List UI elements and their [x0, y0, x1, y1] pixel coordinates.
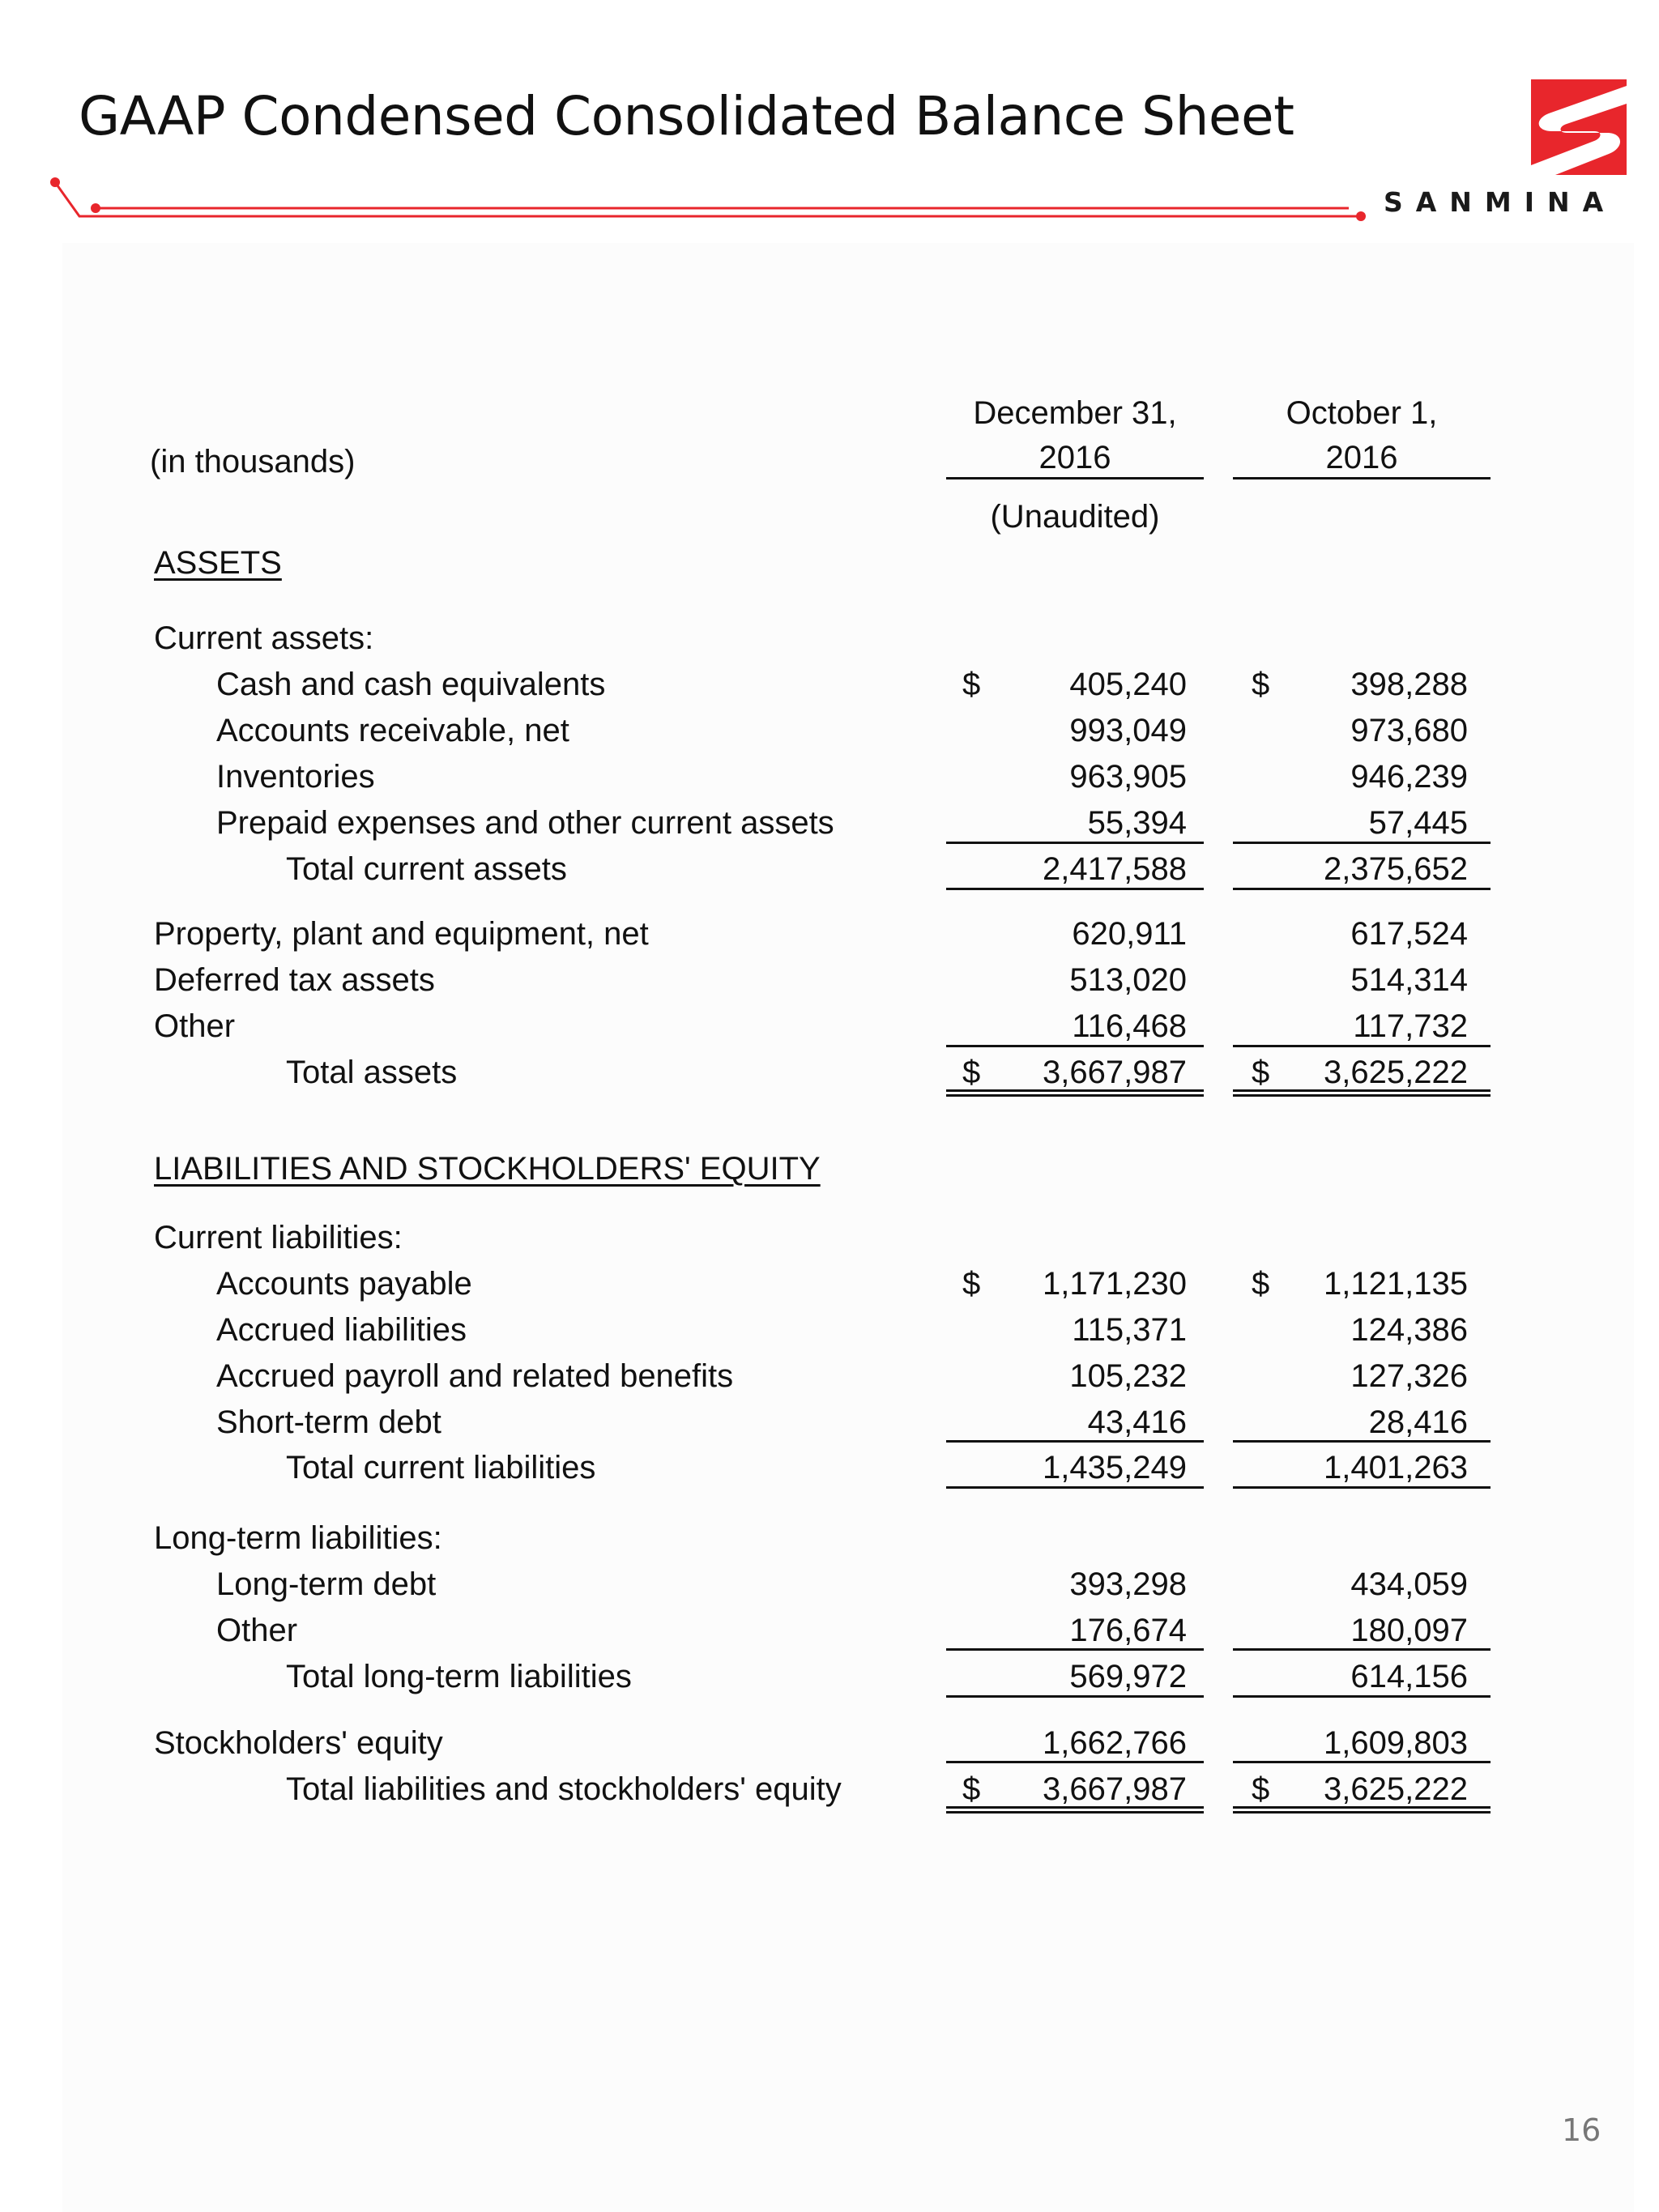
total-value-col2: 1,401,263: [1324, 1450, 1468, 1485]
row-value-col1: 993,049: [1069, 713, 1187, 748]
row-value-col2: 617,524: [1350, 916, 1468, 952]
total-rule: [946, 1695, 1204, 1698]
page-number: 16: [1562, 2112, 1601, 2148]
row-label: Short-term debt: [216, 1404, 441, 1440]
total-rule: [1233, 1486, 1491, 1489]
row-value-col1: 1,662,766: [1043, 1725, 1187, 1761]
total-label: Total current liabilities: [286, 1450, 596, 1485]
subtotal-rule: [1233, 1761, 1491, 1763]
subtotal-rule: [1233, 1045, 1491, 1047]
row-value-col2: 28,416: [1368, 1404, 1468, 1440]
row-value-col2: 434,059: [1350, 1566, 1468, 1602]
total-rule: [946, 888, 1204, 890]
page-title: GAAP Condensed Consolidated Balance Sheet: [79, 85, 1294, 147]
liabilities-equity-heading: LIABILITIES AND STOCKHOLDERS' EQUITY: [154, 1151, 821, 1187]
row-value-col1: 115,371: [1072, 1312, 1187, 1348]
row-value-col1: 393,298: [1069, 1566, 1187, 1602]
subtotal-rule: [946, 842, 1204, 844]
currency-symbol: $: [962, 667, 981, 702]
total-value-col1: 1,435,249: [1043, 1450, 1187, 1485]
total-label: Total assets: [286, 1055, 458, 1090]
currency-symbol: $: [962, 1771, 981, 1807]
col1-header-line1: December 31,: [973, 395, 1177, 431]
currency-symbol: $: [1252, 1771, 1270, 1807]
row-value-col2: 127,326: [1350, 1358, 1468, 1394]
row-label: Inventories: [216, 759, 375, 795]
row-label: Accrued payroll and related benefits: [216, 1358, 734, 1394]
subtotal-rule: [1233, 1440, 1491, 1443]
grand-total-double-rule: [1233, 1806, 1491, 1813]
total-value-col1: 3,667,987: [1043, 1771, 1187, 1807]
row-label: Other: [154, 1008, 236, 1044]
row-value-col1: 43,416: [1087, 1404, 1187, 1440]
row-value-col1: 405,240: [1069, 667, 1187, 702]
grand-total-double-rule: [1233, 1089, 1491, 1097]
currency-symbol: $: [962, 1266, 981, 1302]
total-value-col2: 3,625,222: [1324, 1055, 1468, 1090]
currency-symbol: $: [962, 1055, 981, 1090]
subtotal-rule: [1233, 1648, 1491, 1651]
row-value-col1: 963,905: [1069, 759, 1187, 795]
subtotal-rule: [946, 1761, 1204, 1763]
grand-total-double-rule: [946, 1806, 1204, 1813]
row-label: Accrued liabilities: [216, 1312, 467, 1348]
col2-header-line2: 2016: [1325, 440, 1398, 475]
row-label: Stockholders' equity: [154, 1725, 443, 1761]
row-value-col2: 180,097: [1350, 1613, 1468, 1648]
row-value-col2: 1,609,803: [1324, 1725, 1468, 1761]
row-label: Accounts payable: [216, 1266, 472, 1302]
total-label: Total current assets: [286, 851, 567, 887]
col2-header-underline: [1233, 477, 1491, 479]
row-value-col2: 117,732: [1353, 1008, 1468, 1044]
units-label: (in thousands): [150, 444, 356, 479]
row-value-col2: 124,386: [1350, 1312, 1468, 1348]
subtotal-rule: [946, 1045, 1204, 1047]
row-label: Prepaid expenses and other current assets: [216, 805, 834, 841]
long-term-liabilities-label: Long-term liabilities:: [154, 1520, 442, 1556]
currency-symbol: $: [1252, 1055, 1270, 1090]
col2-header-line1: October 1,: [1286, 395, 1438, 431]
total-value-col2: 2,375,652: [1324, 851, 1468, 887]
subtotal-rule: [946, 1440, 1204, 1443]
total-rule: [1233, 888, 1491, 890]
total-value-col2: 614,156: [1350, 1659, 1468, 1694]
subtotal-rule: [946, 1648, 1204, 1651]
total-value-col2: 3,625,222: [1324, 1771, 1468, 1807]
col1-header-underline: [946, 477, 1204, 479]
subtotal-rule: [1233, 842, 1491, 844]
row-label: Property, plant and equipment, net: [154, 916, 649, 952]
row-value-col2: 946,239: [1350, 759, 1468, 795]
row-label: Cash and cash equivalents: [216, 667, 606, 702]
header-rule: [0, 162, 1393, 235]
total-value-col1: 3,667,987: [1043, 1055, 1187, 1090]
row-value-col2: 398,288: [1350, 667, 1468, 702]
sanmina-logo-icon: [1531, 79, 1627, 175]
row-value-col1: 1,171,230: [1043, 1266, 1187, 1302]
total-label: Total liabilities and stockholders' equity: [286, 1771, 842, 1807]
total-value-col1: 569,972: [1069, 1659, 1187, 1694]
row-value-col1: 620,911: [1072, 916, 1187, 952]
row-value-col1: 513,020: [1069, 962, 1187, 998]
brand-name: SANMINA: [1384, 186, 1617, 218]
currency-symbol: $: [1252, 1266, 1270, 1302]
total-value-col1: 2,417,588: [1043, 851, 1187, 887]
current-liabilities-label: Current liabilities:: [154, 1220, 403, 1255]
total-rule: [1233, 1695, 1491, 1698]
total-label: Total long-term liabilities: [286, 1659, 632, 1694]
total-rule: [946, 1486, 1204, 1489]
row-label: Deferred tax assets: [154, 962, 435, 998]
grand-total-double-rule: [946, 1089, 1204, 1097]
row-value-col2: 1,121,135: [1324, 1266, 1468, 1302]
row-value-col1: 55,394: [1087, 805, 1187, 841]
current-assets-label: Current assets:: [154, 620, 374, 656]
col1-header-line2: 2016: [1038, 440, 1111, 475]
row-value-col2: 973,680: [1350, 713, 1468, 748]
row-label: Long-term debt: [216, 1566, 437, 1602]
row-value-col1: 116,468: [1072, 1008, 1187, 1044]
row-value-col1: 176,674: [1069, 1613, 1187, 1648]
row-value-col2: 514,314: [1350, 962, 1468, 998]
assets-heading: ASSETS: [154, 545, 282, 581]
col1-unaudited-note: (Unaudited): [990, 499, 1160, 535]
row-value-col1: 105,232: [1069, 1358, 1187, 1394]
row-label: Accounts receivable, net: [216, 713, 569, 748]
row-value-col2: 57,445: [1368, 805, 1468, 841]
row-label: Other: [216, 1613, 298, 1648]
currency-symbol: $: [1252, 667, 1270, 702]
